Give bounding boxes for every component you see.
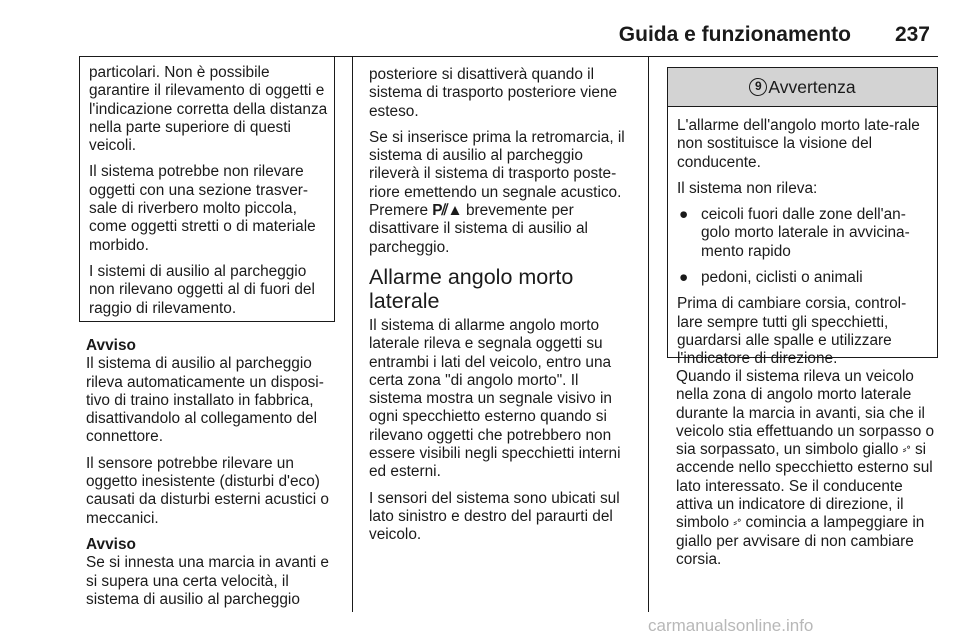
list-item-text: ceicoli fuori dalle zone dell'an-golo morto laterale in avvicina-mento rapido — [701, 206, 910, 260]
paragraph: Il sistema di allarme angolo morto laterale rileva e segnala oggetti su entrambi i lati del veicolo, entro una certa zona "di angolo morto". Il sistema mostra un segnale visivo in ogni specchietto esterno quando si rilevano oggetti che potrebbero non essere visibili negli specchietti interni ed esterni. — [369, 316, 621, 481]
watermark: carmanualsonline.info — [648, 616, 814, 635]
paragraph — [369, 129, 635, 257]
notice-text: Il sensore potrebbe rilevare un oggetto inesistente (disturbi d'eco) causati da disturbi esterni acustici o meccanici. — [86, 454, 329, 527]
note-paragraph: I sistemi di ausilio al parcheggio non rilevano oggetti al di fuori del raggio di rilevamento. — [89, 262, 315, 317]
warning-body — [668, 107, 937, 369]
paragraph-text: comincia a lampeggiare in giallo per avvisare di non cambiare corsia. — [676, 514, 925, 568]
notice-title: Avviso — [86, 337, 136, 354]
notice-text: Il sistema di ausilio al parcheggio rileva automaticamente un disposi-tivo di traino installato in fabbrica, disattivandolo al collegamento del connettore. — [86, 355, 324, 446]
warning-header — [668, 68, 937, 107]
warning-icon: 9 — [749, 78, 767, 96]
column-separator-2 — [648, 56, 649, 612]
column-2-body — [369, 66, 635, 553]
column-3-body — [676, 368, 938, 569]
list-item — [677, 206, 931, 261]
section-heading: Allarme angolo morto laterale — [369, 264, 574, 313]
blind-spot-symbol-icon: ⸗ᐤ — [733, 517, 742, 530]
page-number: 237 — [894, 23, 930, 46]
notice-text: Se si innesta una marcia in avanti e si supera una certa velocità, il sistema di ausilio al parcheggio — [86, 554, 329, 608]
bullet-icon: ● — [679, 269, 689, 287]
paragraph-text: si accende nello specchietto esterno sul lato interessato. Se il conducente attiva un indicatore di direzione, il simbolo — [676, 441, 933, 532]
warning-box — [667, 67, 938, 368]
continued-note-box — [79, 56, 335, 322]
column-separator-1 — [352, 56, 353, 612]
list-item-text: pedoni, ciclisti o animali — [701, 269, 863, 287]
parking-assist-button-icon: P⫽▲ — [432, 202, 462, 220]
warning-paragraph: Prima di cambiare corsia, control-lare sempre tutti gli specchietti, guardarsi alle spalle e utilizzare l'indicatore di direzione. — [677, 295, 907, 368]
warning-title: Avvertenza — [768, 76, 856, 97]
paragraph-text: brevemente per disattivare il sistema di ausilio al parcheggio. — [369, 202, 588, 256]
warning-paragraph: L'allarme dell'angolo morto late-rale non sostituisce la visione del conducente. — [677, 117, 920, 171]
blind-spot-symbol-icon: ⸗ᐤ — [902, 444, 911, 457]
paragraph: I sensori del sistema sono ubicati sul lato sinistro e destro del paraurti del veicolo. — [369, 489, 620, 544]
warning-paragraph: Il sistema non rileva: — [677, 179, 818, 197]
paragraph: posteriore si disattiverà quando il sistema di trasporto posteriore viene esteso. — [369, 66, 618, 120]
paragraph — [676, 368, 938, 569]
note-paragraph: Il sistema potrebbe non rilevare oggetti con una sezione trasver-sale di riverbero molto piccola, come oggetti stretti o di materiale morbido. — [89, 163, 316, 254]
page-header — [0, 22, 930, 48]
column-1-body — [86, 337, 336, 617]
list-item — [677, 269, 931, 287]
bullet-icon: ● — [679, 206, 689, 224]
notice-title: Avviso — [86, 535, 136, 553]
page-title: Guida e funzionamento — [618, 23, 851, 46]
note-paragraph: particolari. Non è possibile garantire il rilevamento di oggetti e l'indicazione corretta della distanza nella parte superiore di questi veicoli. — [89, 64, 328, 155]
paragraph-text: Se si inserisce prima la retromarcia, il sistema di ausilio al parcheggio rileverà il sistema di trasporto poste-riore emettendo un segnale acustico. Premere — [369, 128, 625, 220]
paragraph-text: Quando il sistema rileva un veicolo nella zona di angolo morto laterale durante la marcia in avanti, sia che il veicolo stia effettuando un sorpasso o sia sorpassato, un simbolo giallo — [676, 368, 935, 459]
